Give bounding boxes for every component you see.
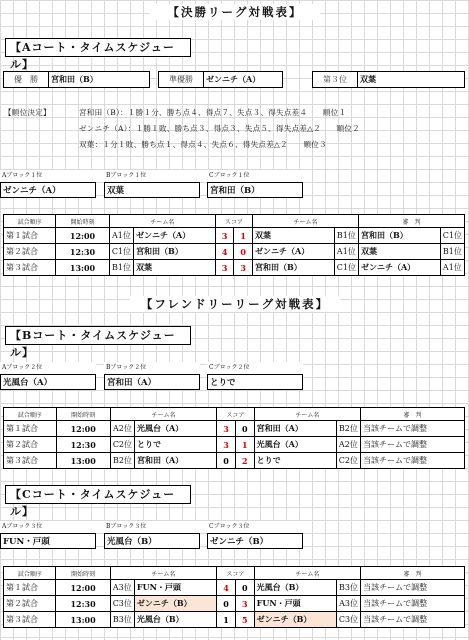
block-value: 光風台（B） xyxy=(104,533,200,549)
score-2: 2 xyxy=(235,453,254,469)
start-time: 12:30 xyxy=(56,437,110,453)
match-number: 第２試合 xyxy=(4,596,56,612)
table-row xyxy=(4,580,465,596)
start-time: 13:00 xyxy=(56,612,110,628)
friendly-title: 【フレンドリーリーグ対戦表】 xyxy=(130,296,340,312)
start-time: 12:00 xyxy=(56,580,110,596)
block-label: Cブロック３位 xyxy=(209,523,250,530)
a-court-heading: 【Aコート・タイムスケジュール】 xyxy=(5,38,191,57)
start-time: 13:00 xyxy=(56,453,110,469)
rank: B2位 xyxy=(336,421,360,437)
block-value: 双葉 xyxy=(104,182,200,198)
col-score: スコア xyxy=(217,567,255,580)
a-block-3 xyxy=(207,170,303,198)
rank: A3位 xyxy=(336,596,360,612)
c-schedule-table xyxy=(3,566,465,628)
col-order: 試合順序 xyxy=(4,567,56,580)
rank: A2位 xyxy=(336,437,360,453)
third-place-table xyxy=(312,71,465,88)
team-1: 宮和田（B） xyxy=(134,244,216,260)
rank: A1位 xyxy=(334,244,358,260)
score-2: 3 xyxy=(234,260,253,276)
table-row xyxy=(4,421,465,437)
ranking-line-1: 宮和田（B）：１勝１分、勝ち点４、得点７、失点３、得失点差４ 順位１ xyxy=(79,108,347,117)
referee: 当該チームで調整 xyxy=(361,596,465,612)
start-time: 12:00 xyxy=(56,421,110,437)
team-2: ゼンニチ（B） xyxy=(254,612,336,628)
a-block-2 xyxy=(104,170,200,198)
team-1: ゼンニチ（B） xyxy=(134,596,216,612)
table-row xyxy=(4,244,465,260)
rank: B2位 xyxy=(110,453,134,469)
rank: A1位 xyxy=(440,260,464,276)
match-number: 第１試合 xyxy=(4,421,57,437)
team-2: 光風台（A） xyxy=(254,437,336,453)
table-row xyxy=(4,612,465,628)
b-block-1 xyxy=(0,362,96,390)
score-1: 3 xyxy=(215,260,234,276)
block-label: Bブロック２位 xyxy=(106,364,147,371)
rank: C3位 xyxy=(110,596,134,612)
winner-label: 優 勝 xyxy=(4,72,49,88)
referee: 当該チームで調整 xyxy=(360,421,464,437)
team-1: 光風台（A） xyxy=(135,421,217,437)
referee: 当該チームで調整 xyxy=(360,437,464,453)
c-court-heading: 【Cコート・タイムスケジュール】 xyxy=(5,485,191,504)
match-number: 第３試合 xyxy=(4,612,56,628)
rank: B3位 xyxy=(336,580,360,596)
winner-value: 宮和田（B） xyxy=(49,72,150,88)
score-2: 1 xyxy=(235,437,254,453)
col-ref: 審 判 xyxy=(358,215,464,228)
start-time: 13:00 xyxy=(56,260,110,276)
col-ref: 審 判 xyxy=(360,408,464,421)
col-time: 開始時刻 xyxy=(56,408,110,421)
col-team2: チーム名 xyxy=(254,408,360,421)
team-1: 双葉 xyxy=(134,260,216,276)
score-1: 1 xyxy=(217,612,236,628)
col-team: チーム名 xyxy=(109,215,215,228)
block-value: とりで xyxy=(207,374,303,390)
team-2: 光風台（B） xyxy=(254,580,336,596)
match-number: 第２試合 xyxy=(4,437,57,453)
team-1: 光風台（B） xyxy=(134,612,216,628)
rank: B1位 xyxy=(334,228,358,244)
block-value: 宮和田（A） xyxy=(104,374,200,390)
block-value: ゼンニチ（A） xyxy=(0,182,96,198)
rank: A3位 xyxy=(110,580,134,596)
col-order: 試合順序 xyxy=(4,215,56,228)
team-1: ゼンニチ（A） xyxy=(134,228,216,244)
b-block-2 xyxy=(104,362,200,390)
a-block-1 xyxy=(0,170,96,198)
score-2: 5 xyxy=(235,612,254,628)
col-team: チーム名 xyxy=(110,567,216,580)
team-2: 宮和田（B） xyxy=(253,260,335,276)
col-team: チーム名 xyxy=(110,408,216,421)
start-time: 12:30 xyxy=(56,244,110,260)
score-1: 4 xyxy=(217,580,236,596)
score-1: 4 xyxy=(215,244,234,260)
match-number: 第３試合 xyxy=(4,260,56,276)
b-court-heading: 【Bコート・タイムスケジュール】 xyxy=(5,326,191,345)
col-team2: チーム名 xyxy=(253,215,359,228)
winners-table xyxy=(3,71,150,88)
start-time: 12:30 xyxy=(56,596,110,612)
a-schedule-table xyxy=(3,214,465,276)
team-1: FUN・戸頭 xyxy=(134,580,216,596)
ranking-line-3: 双葉：１分１敗、勝ち点１、得点４、失点６、得失点差△２ 順位３ xyxy=(79,140,327,149)
ranking-line-2: ゼンニチ（A）：１勝１敗、勝ち点３、得点３、失点５、得失点差△２ 順位２ xyxy=(79,124,361,133)
runner-up-value: ゼンニチ（A） xyxy=(204,72,283,88)
ranking-label: 【順位決定】 xyxy=(4,108,51,117)
score-1: 0 xyxy=(217,596,236,612)
team-1: とりで xyxy=(135,437,217,453)
col-team2: チーム名 xyxy=(254,567,360,580)
rank: A2位 xyxy=(110,421,134,437)
rank: B1位 xyxy=(109,260,133,276)
col-time: 開始時刻 xyxy=(56,567,110,580)
rank: B3位 xyxy=(110,612,134,628)
team-2: ゼンニチ（A） xyxy=(253,244,335,260)
team-2: FUN・戸頭 xyxy=(254,596,336,612)
score-1: 0 xyxy=(217,453,236,469)
rank: C1位 xyxy=(334,260,358,276)
block-label: Bブロック１位 xyxy=(106,172,147,179)
rank: C3位 xyxy=(336,612,360,628)
match-number: 第３試合 xyxy=(4,453,57,469)
team-1: 宮和田（A） xyxy=(135,453,217,469)
page-title: 【決勝リーグ対戦表】 xyxy=(150,4,320,20)
block-label: Aブロック３位 xyxy=(2,523,43,530)
table-row xyxy=(4,596,465,612)
score-2: 0 xyxy=(235,580,254,596)
table-row xyxy=(4,228,465,244)
c-block-3 xyxy=(207,521,303,549)
table-row xyxy=(4,260,465,276)
c-block-2 xyxy=(104,521,200,549)
referee: 双葉 xyxy=(358,244,440,260)
third-place-label: 第３位 xyxy=(313,72,358,88)
referee: 宮和田（B） xyxy=(358,228,440,244)
rank: A1位 xyxy=(109,228,133,244)
block-label: Aブロック２位 xyxy=(2,364,43,371)
b-schedule-table xyxy=(3,407,465,469)
rank: B1位 xyxy=(440,244,464,260)
runner-up-label: 準優勝 xyxy=(159,72,204,88)
table-row xyxy=(4,437,465,453)
referee: 当該チームで調整 xyxy=(361,580,465,596)
third-place-value: 双葉 xyxy=(358,72,465,88)
block-value: ゼンニチ（B） xyxy=(207,533,303,549)
team-2: 宮和田（A） xyxy=(254,421,336,437)
block-label: Bブロック３位 xyxy=(106,523,147,530)
block-label: Cブロック１位 xyxy=(209,172,250,179)
score-2: 1 xyxy=(234,228,253,244)
col-time: 開始時刻 xyxy=(56,215,110,228)
block-value: 宮和田（B） xyxy=(207,182,303,198)
rank: C1位 xyxy=(440,228,464,244)
score-1: 3 xyxy=(217,421,236,437)
score-2: 3 xyxy=(235,596,254,612)
referee: ゼンニチ（A） xyxy=(358,260,440,276)
b-block-3 xyxy=(207,362,303,390)
score-2: 0 xyxy=(235,421,254,437)
team-2: 双葉 xyxy=(253,228,335,244)
col-ref: 審 判 xyxy=(361,567,465,580)
block-value: FUN・戸頭 xyxy=(0,533,96,549)
match-number: 第２試合 xyxy=(4,244,56,260)
col-order: 試合順序 xyxy=(4,408,57,421)
block-label: Aブロック１位 xyxy=(2,172,43,179)
rank: C1位 xyxy=(109,244,133,260)
team-2: とりで xyxy=(254,453,336,469)
referee: 当該チームで調整 xyxy=(360,453,464,469)
runner-up-table xyxy=(158,71,283,88)
rank: C2位 xyxy=(110,437,134,453)
start-time: 12:00 xyxy=(56,228,110,244)
rank: C2位 xyxy=(336,453,360,469)
referee: 当該チームで調整 xyxy=(361,612,465,628)
col-score: スコア xyxy=(217,408,255,421)
block-value: 光風台（A） xyxy=(0,374,96,390)
table-row xyxy=(4,453,465,469)
block-label: Cブロック２位 xyxy=(209,364,250,371)
score-1: 3 xyxy=(215,228,234,244)
c-block-1 xyxy=(0,521,96,549)
match-number: 第１試合 xyxy=(4,228,56,244)
col-score: スコア xyxy=(215,215,252,228)
score-1: 3 xyxy=(217,437,236,453)
match-number: 第１試合 xyxy=(4,580,56,596)
score-2: 0 xyxy=(234,244,253,260)
